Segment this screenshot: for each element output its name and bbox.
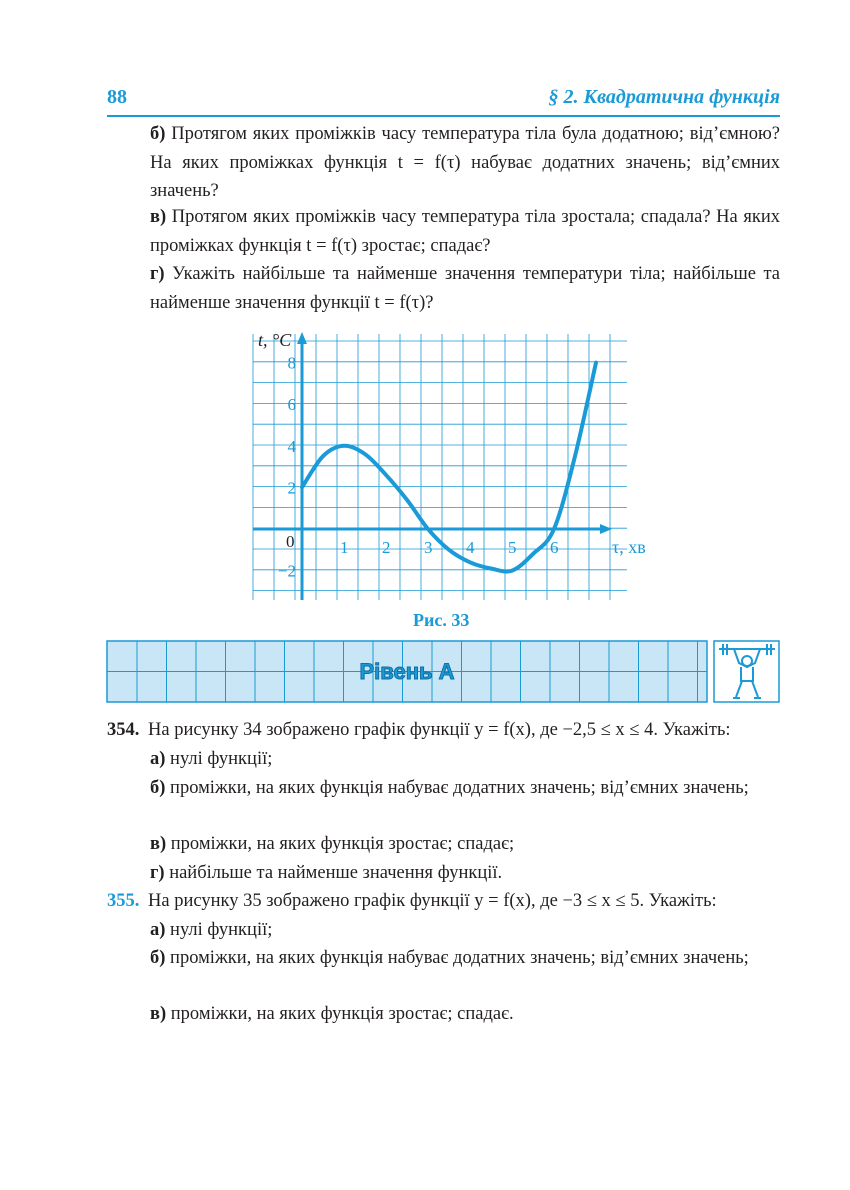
question-v [150, 203, 780, 260]
x-axis-label: τ, хв [612, 537, 646, 557]
y-tick-label: 4 [287, 436, 296, 456]
question-b [150, 120, 780, 206]
question-label: г) [150, 264, 165, 284]
exercise-354-item-g [150, 859, 780, 888]
x-tick-label: 6 [550, 538, 559, 557]
item-label: а) [150, 920, 166, 940]
item-text: найбільше та найменше значення функції. [169, 863, 503, 883]
y-tick-label: 6 [287, 395, 296, 415]
question-text: Протягом яких проміжків часу температура тіла була додатною; від’ємною? На яких проміжках функція t = f(τ) набуває додатних значень; від’ємних значень? [150, 124, 780, 201]
x-tick-label: 2 [382, 538, 391, 557]
exercise-355-item-a [150, 916, 780, 945]
exercise-354-item-a [150, 745, 780, 774]
item-label: г) [150, 863, 165, 883]
header-rule [107, 115, 780, 117]
item-label: б) [150, 948, 166, 968]
question-text: Протягом яких проміжків часу температура тіла зростала; спадала? На яких проміжках функція t = f(τ) зростає; спадає? [150, 207, 781, 256]
exercise-355 [107, 887, 780, 916]
origin-label: 0 [286, 532, 295, 551]
x-tick-label: 4 [466, 538, 475, 557]
page-number: 88 [107, 86, 127, 108]
figure-caption: Рис. 33 [413, 610, 470, 630]
exercise-355-item-v [150, 1000, 780, 1029]
y-axis-arrow [297, 332, 307, 344]
exercise-354 [107, 716, 780, 745]
temperature-chart [250, 326, 646, 606]
item-text: нулі функції; [170, 920, 273, 940]
item-label: а) [150, 749, 166, 769]
item-label: в) [150, 834, 167, 854]
x-tick-label: 3 [424, 538, 433, 557]
item-text: проміжки, на яких функція зростає; спадає. [170, 1004, 514, 1024]
item-text: проміжки, на яких функція набуває додатних значень; від’ємних значень; [170, 778, 749, 798]
exercise-intro: На рисунку 35 зображено графік функції y = f(x), де −3 ≤ x ≤ 5. Укажіть: [148, 891, 717, 911]
item-text: проміжки, на яких функція зростає; спадає; [170, 834, 515, 854]
item-label: в) [150, 1004, 167, 1024]
question-text: Укажіть найбільше та найменше значення температури тіла; найбільше та найменше значення функції t = f(τ)? [150, 264, 781, 313]
exercise-number: 355. [107, 891, 140, 911]
y-tick-label: −2 [277, 561, 296, 581]
question-g [150, 260, 780, 317]
y-tick-label: 2 [287, 478, 296, 498]
exercise-355-item-b [150, 944, 780, 973]
x-tick-label: 1 [340, 538, 349, 557]
item-text: проміжки, на яких функція набуває додатних значень; від’ємних значень; [170, 948, 749, 968]
question-label: в) [150, 207, 167, 227]
y-axis-label: t, °С [258, 330, 292, 350]
exercise-354-item-b [150, 774, 780, 803]
exercise-354-item-v [150, 830, 780, 859]
section-title: § 2. Квадратична функція [548, 86, 780, 108]
x-tick-label: 5 [508, 538, 517, 557]
level-title: Рівень А [359, 659, 455, 684]
level-banner [107, 641, 779, 702]
exercise-intro: На рисунку 34 зображено графік функції y = f(x), де −2,5 ≤ x ≤ 4. Укажіть: [148, 720, 731, 740]
item-label: б) [150, 778, 166, 798]
item-text: нулі функції; [170, 749, 273, 769]
question-label: б) [150, 124, 166, 144]
exercise-number: 354. [107, 720, 140, 740]
y-tick-label: 8 [287, 353, 296, 373]
